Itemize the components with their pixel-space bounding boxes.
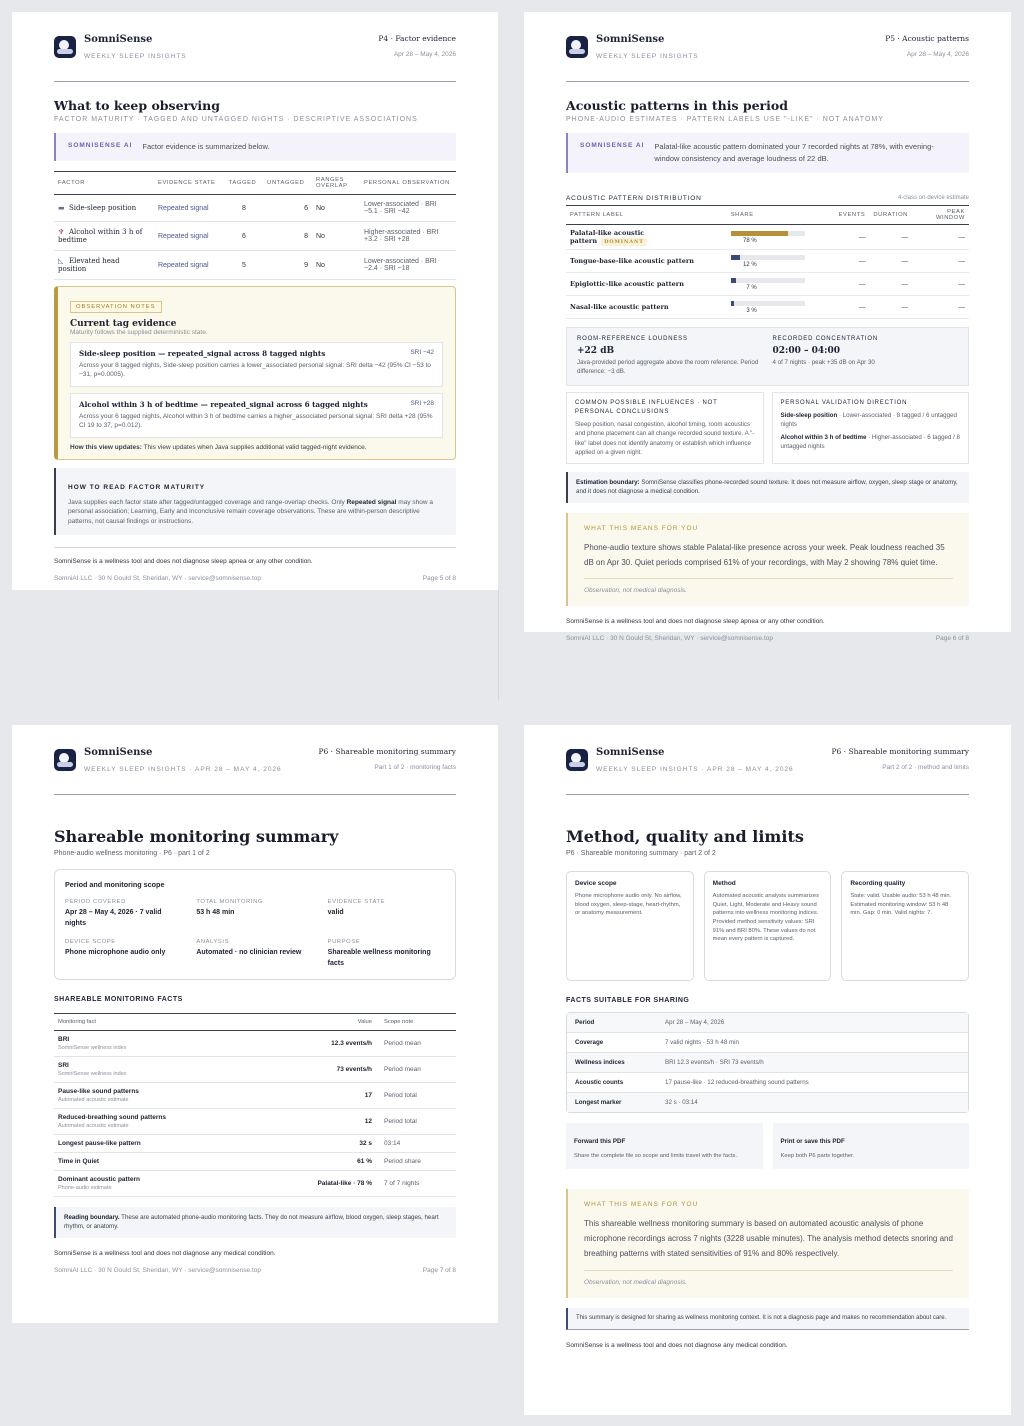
pattern-row (566, 225, 969, 250)
pattern-duration: — (869, 296, 912, 319)
meaning-title: WHAT THIS MEANS FOR YOU (584, 524, 699, 532)
fact-row (54, 1031, 456, 1057)
evidence-card (70, 342, 443, 387)
share-bar (731, 255, 805, 260)
ai-tag: SOMNISENSE AI (580, 142, 645, 149)
page-range: Part 1 of 2 · monitoring facts (374, 764, 456, 771)
scope-note: 7 of 7 nights (376, 1171, 456, 1197)
pattern-events: — (835, 225, 870, 250)
boundary-text: These are automated phone-audio monitoring facts. They do not measure airflow, blood oxygen, sleep stages, heart rhythm, or anatomy. (64, 1214, 439, 1231)
what-this-means (566, 513, 969, 606)
report-page-7 (12, 725, 498, 1323)
fact-value: 32 s · 03:14 (665, 1099, 698, 1106)
forward-pdf-card (566, 1123, 763, 1169)
evidence-text: Across your 8 tagged nights, Side-sleep position carries a lower_associated personal signal: SRI delta −42 (95% CI −53 to −31, p=0.0005). (79, 362, 431, 379)
share-bar (731, 278, 805, 283)
pattern-events: — (835, 273, 870, 296)
overlap-value: No (312, 195, 360, 222)
validation-factor: Alcohol within 3 h of bedtime (780, 433, 867, 441)
share-bar-fill (731, 278, 736, 283)
page-title: Shareable monitoring summary (54, 827, 339, 846)
brand-name: SomniSense (596, 34, 665, 45)
fact-value: 12.3 events/h (263, 1031, 376, 1057)
card-text: Automated acoustic analysis summarizes Quiet, Light, Moderate and Heavy sound patterns into wellness monitoring indices. Provided method sensitivity values: SRI 91% and BRI 80%. These values do not mean every pattern is captured. (712, 893, 819, 943)
pattern-row (566, 273, 969, 296)
sri-value: SRI −42 (410, 349, 434, 356)
fact-name: Reduced-breathing sound patterns (58, 1114, 166, 1121)
page-subtitle: P6 · Shareable monitoring summary · part 2 of 2 (566, 850, 716, 857)
page-header (566, 34, 969, 82)
fact-value: 12 (263, 1109, 376, 1135)
page-section: P5 · Acoustic patterns (885, 34, 969, 43)
factor-name: Alcohol within 3 h of bedtime (58, 228, 143, 244)
scope-key: PURPOSE (327, 939, 361, 945)
scope-value: Phone microphone audio only (65, 949, 166, 956)
page-section: P6 · Shareable monitoring summary (831, 747, 969, 756)
scope-key: EVIDENCE STATE (327, 899, 386, 905)
print-text: Keep both P6 parts together. (780, 1153, 855, 1159)
evidence-title: Side-sleep position — repeated_signal across 8 tagged nights (79, 349, 326, 358)
reading-boundary (54, 1207, 456, 1238)
fact-key: Wellness indices (575, 1059, 625, 1066)
meaning-text: This shareable wellness monitoring summary is based on automated acoustic analysis of phone microphone recordings across 7 nights (3228 usable minutes). The analysis method detects snoring and breathing patterns with stated sensitivities of 91% and 80% respectively. (584, 1219, 953, 1259)
fact-row (54, 1057, 456, 1083)
disclaimer: SomniSense is a wellness tool and does not diagnose any medical condition. (54, 1249, 276, 1257)
notes-subtitle: Maturity follows the supplied deterministic state. (70, 329, 208, 336)
fact-value: 73 events/h (263, 1057, 376, 1083)
concentration-note: 4 of 7 nights · peak +35 dB on Apr 30 (772, 359, 875, 366)
fact-row (567, 1013, 968, 1033)
how-text-b: Repeated signal (346, 498, 397, 506)
page-range: Apr 28 – May 4, 2026 (906, 51, 969, 58)
dominant-badge: DOMINANT (601, 238, 647, 246)
table-row (54, 222, 456, 251)
scope-title: Period and monitoring scope (65, 880, 165, 889)
pattern-label: Palatal-like acoustic pattern (570, 229, 645, 245)
col-overlap: RANGES OVERLAP (312, 172, 360, 195)
pattern-label: Tongue-base-like acoustic pattern (570, 257, 694, 265)
col-untagged: UNTAGGED (263, 172, 312, 195)
facts-label: FACTS SUITABLE FOR SHARING (566, 997, 690, 1004)
company-address: SomniAI LLC · 30 N Gould St, Sheridan, WY · service@somnisense.top (566, 635, 773, 643)
scope-key: PERIOD COVERED (65, 899, 126, 905)
fact-row (567, 1093, 968, 1112)
share-bar (731, 231, 805, 236)
page-title: Acoustic patterns in this period (566, 98, 788, 113)
distribution-note: 4-class on-device estimate (897, 195, 969, 201)
card-title: Device scope (575, 880, 617, 887)
share-bar-fill (731, 301, 734, 306)
update-note (70, 444, 443, 451)
col-scope: Scope note (376, 1014, 456, 1031)
tagged-count: 8 (225, 195, 263, 222)
brand-tagline: WEEKLY SLEEP INSIGHTS · APR 28 – MAY 4, 2026 (84, 766, 282, 773)
brand-tagline: WEEKLY SLEEP INSIGHTS · APR 28 – MAY 4, 2026 (596, 766, 794, 773)
concentration-value: 02:00 – 04:00 (772, 346, 841, 356)
update-label: How this view updates: (70, 443, 142, 451)
ai-tag: SOMNISENSE AI (68, 142, 133, 149)
scope-value: Shareable wellness monitoring facts (327, 949, 431, 967)
page-number: Page 5 of 8 (422, 574, 456, 582)
page-title: Method, quality and limits (566, 827, 804, 846)
recording-quality-card (841, 871, 969, 981)
col-share: SHARE (727, 206, 835, 225)
pattern-table (566, 206, 969, 319)
factor-name: Elevated head position (58, 257, 120, 273)
pattern-duration: — (869, 250, 912, 273)
meaning-footnote: Observation, not medical diagnosis. (584, 1270, 953, 1286)
scope-value: 53 h 48 min (196, 909, 235, 916)
fact-value: Palatal-like · 78 % (263, 1171, 376, 1197)
col-value: Value (263, 1014, 376, 1031)
ai-text: Palatal-like acoustic pattern dominated your 7 recorded nights at 78%, with evening-window consistency and average loudness of 22 dB. (654, 142, 934, 163)
col-tagged: TAGGED (225, 172, 263, 195)
brand-name: SomniSense (596, 747, 665, 758)
scope-note: Period mean (376, 1031, 456, 1057)
fact-name: Pause-like sound patterns (58, 1088, 139, 1095)
forward-title: Forward this PDF (574, 1138, 626, 1145)
fact-value: 17 (263, 1083, 376, 1109)
page-subtitle: PHONE-AUDIO ESTIMATES · PATTERN LABELS USE "-LIKE" · NOT ANATOMY (566, 116, 884, 123)
untagged-count: 6 (263, 195, 312, 222)
fact-key: Acoustic counts (575, 1079, 624, 1086)
incline-icon: ◺ (58, 257, 64, 265)
share-bar-fill (731, 231, 789, 236)
boundary-label: Reading boundary. (64, 1214, 120, 1221)
fact-value: Apr 28 – May 4, 2026 (665, 1019, 725, 1026)
ai-text: Factor evidence is summarized below. (142, 142, 270, 151)
share-actions (566, 1123, 969, 1169)
estimation-text: SomniSense classifies phone-recorded sound texture. It does not measure airflow, oxygen, sleep stage or anatomy, and it does not diagnose a medical condition. (576, 479, 958, 496)
scope-card (54, 869, 456, 980)
validation-detail: · Higher-associated · 6 tagged / 8 untagged nights (780, 433, 960, 450)
update-text: This view updates when Java supplies additional valid tagged-night evidence. (141, 443, 367, 451)
influences-title: COMMON POSSIBLE INFLUENCES · NOT PERSONAL CONCLUSIONS (575, 399, 718, 415)
pattern-peak: — (912, 250, 969, 273)
col-events: EVENTS (835, 206, 870, 225)
meaning-title: WHAT THIS MEANS FOR YOU (584, 1201, 699, 1208)
meaning-text: Phone-audio texture shows stable Palatal-like presence across your week. Peak loudness reached 35 dB on Apr 30. Quiet periods comprised 61% of your recordings, with May 2 showing 78% quiet time. (584, 542, 945, 567)
pattern-row (566, 250, 969, 273)
somnisense-logo (566, 749, 588, 771)
evidence-title: Alcohol within 3 h of bedtime — repeated_signal across 6 tagged nights (79, 399, 368, 409)
col-duration: DURATION (869, 206, 912, 225)
page-header (54, 747, 456, 795)
scope-key: DEVICE SCOPE (65, 939, 116, 945)
page-range: Apr 28 – May 4, 2026 (393, 51, 456, 58)
evidence-state: Repeated signal (154, 251, 225, 280)
overlap-value: No (312, 251, 360, 280)
fact-key: Coverage (575, 1039, 604, 1046)
company-address: SomniAI LLC · 30 N Gould St, Sheridan, WY · service@somnisense.top (54, 574, 261, 582)
pattern-label: Nasal-like acoustic pattern (570, 303, 669, 311)
pattern-peak: — (912, 225, 969, 250)
sharing-note: This summary is designed for sharing as wellness monitoring context. It is not a diagnosis page and makes no recommendation about care. (566, 1308, 969, 1330)
fact-row (54, 1135, 456, 1153)
print-title: Print or save this PDF (780, 1138, 845, 1145)
scope-note: Period total (376, 1109, 456, 1135)
page-footer (566, 635, 969, 642)
fact-key: Longest marker (575, 1099, 622, 1106)
brand-tagline: WEEKLY SLEEP INSIGHTS (84, 53, 187, 60)
concentration-label: RECORDED CONCENTRATION (772, 336, 878, 342)
evidence-text: Across your 6 tagged nights, Alcohol within 3 h of bedtime carries a higher_associated personal signal: SRI delta +28 (95% CI 19 to 37, p=0.012). (79, 412, 433, 430)
table-row (54, 195, 456, 222)
sri-value: SRI +28 (410, 399, 434, 407)
validation-card (772, 392, 970, 464)
fact-name: Time in Quiet (58, 1158, 100, 1165)
notes-pill: OBSERVATION NOTES (70, 301, 162, 313)
how-text (68, 498, 444, 527)
page-subtitle: Phone-audio wellness monitoring · P6 · part 1 of 2 (54, 850, 210, 857)
personal-observation: Lower-associated · BRI −2.4 · SRI −18 (360, 251, 456, 280)
factor-table (54, 171, 456, 280)
device-scope-card (566, 871, 694, 981)
how-text-c: may show a personal association; Learning, Early and Inconclusive remain coverage observations. These are within-person descriptive patterns, not causal findings or instructions. (68, 498, 433, 526)
pattern-row (566, 296, 969, 319)
estimation-label: Estimation boundary: (576, 479, 640, 487)
company-address: SomniAI LLC · 30 N Gould St, Sheridan, WY · service@somnisense.top (54, 1266, 261, 1274)
fact-value: 7 valid nights · 53 h 48 min (665, 1039, 739, 1046)
page-range: Part 2 of 2 · method and limits (882, 764, 969, 771)
loudness-value: +22 dB (577, 346, 615, 356)
what-this-means (566, 1189, 969, 1298)
pattern-peak: — (912, 273, 969, 296)
page-header (566, 747, 969, 795)
fact-name: SRI (58, 1062, 69, 1069)
brand-name: SomniSense (84, 747, 153, 758)
fact-value: BRI 12.3 events/h · SRI 73 events/h (665, 1059, 764, 1066)
loudness-label: ROOM-REFERENCE LOUDNESS (577, 336, 688, 342)
personal-observation: Lower-associated · BRI −5.1 · SRI −42 (360, 195, 456, 222)
loudness-note: Java-provided period aggregate above the room reference. Period difference: −3 dB. (577, 359, 759, 375)
page-header (54, 34, 456, 82)
card-title: Recording quality (850, 880, 906, 887)
observation-notes (54, 286, 456, 460)
evidence-card (70, 393, 443, 438)
scope-note: 03:14 (376, 1135, 456, 1153)
pattern-duration: — (869, 225, 912, 250)
fact-value: 61 % (263, 1153, 376, 1171)
influences-text: Sleep position, nasal congestion, alcohol timing, room acoustics and phone placement can all change recorded sound texture. A "-like" label does not identify anatomy or establish which influence applied on a given night. (575, 420, 755, 456)
how-to-read (54, 468, 456, 535)
fact-row (567, 1073, 968, 1093)
report-page-8 (524, 725, 1011, 1415)
evidence-state: Repeated signal (154, 195, 225, 222)
overlap-value: No (312, 222, 360, 251)
bed-icon: ▬ (58, 204, 65, 212)
personal-observation: Higher-associated · BRI +3.2 · SRI +28 (360, 222, 456, 251)
fact-row (54, 1153, 456, 1171)
validation-item (781, 411, 961, 430)
pattern-events: — (835, 250, 870, 273)
card-text: Phone microphone audio only. No airflow, blood oxygen, sleep-stage, heart-rhythm, or anatomy measurement. (575, 893, 682, 917)
pattern-label: Epiglottic-like acoustic pattern (570, 280, 684, 288)
notes-title: Current tag evidence (70, 319, 177, 329)
share-bar-fill (731, 255, 740, 260)
page-number: Page 7 of 8 (422, 1266, 456, 1274)
col-pattern: PATTERN LABEL (566, 206, 727, 225)
somnisense-logo (566, 36, 588, 58)
influence-panels (566, 392, 969, 464)
scope-value: Apr 28 – May 4, 2026 · 7 valid nights (65, 909, 162, 927)
scope-note: Period share (376, 1153, 456, 1171)
method-cards (566, 871, 969, 981)
share-value: 7 % (746, 285, 757, 291)
wine-icon: ♆ (58, 228, 65, 236)
fact-source: Phone-audio estimate (58, 1185, 112, 1191)
page-number: Page 6 of 8 (935, 635, 969, 643)
untagged-count: 8 (263, 222, 312, 251)
how-text-a: Java supplies each factor state after tagged/untagged coverage and range-overlap checks. Only (68, 498, 347, 506)
evidence-state: Repeated signal (154, 222, 225, 251)
page-divider (498, 590, 499, 700)
scope-value: valid (327, 909, 344, 916)
card-text: State: valid. Usable audio: 53 h 48 min. Estimated monitoring window: 53 h 48 min. Gap: 0 min. Valid nights: 7. (850, 893, 952, 917)
fact-source: SomniSense wellness index (58, 1071, 127, 1077)
tagged-count: 5 (225, 251, 263, 280)
disclaimer: SomniSense is a wellness tool and does not diagnose sleep apnea or any other condition. (566, 618, 825, 626)
col-observation: PERSONAL OBSERVATION (360, 172, 456, 195)
meaning-footnote: Observation, not medical diagnosis. (584, 578, 953, 594)
scope-note: Period mean (376, 1057, 456, 1083)
scope-key: ANALYSIS (196, 939, 230, 945)
untagged-count: 9 (263, 251, 312, 280)
method-card (704, 871, 832, 981)
scope-note: Period total (376, 1083, 456, 1109)
brand-name: SomniSense (84, 34, 153, 45)
pattern-events: — (835, 296, 870, 319)
sharing-facts (566, 1012, 969, 1113)
print-pdf-card (773, 1123, 970, 1169)
loudness-panel (566, 327, 969, 386)
tagged-count: 6 (225, 222, 263, 251)
pattern-duration: — (869, 273, 912, 296)
fact-value: 17 pause-like · 12 reduced-breathing sound patterns (665, 1079, 809, 1086)
how-title: HOW TO READ FACTOR MATURITY (68, 483, 206, 491)
page-section: P6 · Shareable monitoring summary (318, 747, 456, 756)
fact-source: Automated acoustic estimate (58, 1123, 129, 1129)
ai-summary (54, 133, 456, 161)
validation-factor: Side-sleep position (780, 411, 838, 419)
table-row (54, 251, 456, 280)
share-value: 12 % (743, 262, 757, 268)
page-footer (54, 1267, 456, 1274)
fact-name: Dominant acoustic pattern (58, 1176, 140, 1183)
fact-row (54, 1083, 456, 1109)
fact-row (54, 1109, 456, 1135)
estimation-boundary (566, 472, 969, 503)
share-bar (731, 301, 805, 306)
fact-row (567, 1053, 968, 1073)
forward-text: Share the complete file so scope and limits travel with the facts. (574, 1153, 738, 1159)
fact-value: 32 s (263, 1135, 376, 1153)
scope-value: Automated · no clinician review (196, 949, 302, 956)
report-page-5 (12, 12, 498, 590)
col-peak: PEAK WINDOW (912, 206, 969, 225)
ai-summary (566, 133, 969, 173)
disclaimer: SomniSense is a wellness tool and does not diagnose any medical condition. (566, 1341, 788, 1349)
fact-row (567, 1033, 968, 1053)
scope-key: TOTAL MONITORING (196, 899, 264, 905)
distribution-title: ACOUSTIC PATTERN DISTRIBUTION (566, 195, 702, 202)
distribution-label (566, 195, 969, 206)
pattern-peak: — (912, 296, 969, 319)
col-evidence: EVIDENCE STATE (154, 172, 225, 195)
validation-item (781, 433, 961, 452)
share-value: 78 % (743, 238, 757, 244)
page-title: What to keep observing (54, 98, 220, 113)
fact-name: Longest pause-like pattern (58, 1140, 141, 1147)
page-footer (54, 575, 456, 582)
facts-label: SHAREABLE MONITORING FACTS (54, 996, 183, 1003)
fact-row (54, 1171, 456, 1197)
share-value: 3 % (746, 308, 757, 314)
col-fact: Monitoring fact (54, 1014, 263, 1031)
brand-tagline: WEEKLY SLEEP INSIGHTS (596, 53, 699, 60)
fact-source: SomniSense wellness index (58, 1045, 127, 1051)
somnisense-logo (54, 36, 76, 58)
fact-key: Period (575, 1019, 595, 1026)
card-title: Method (712, 880, 736, 887)
col-factor: FACTOR (54, 172, 154, 195)
report-page-6 (524, 12, 1011, 643)
fact-name: BRI (58, 1036, 70, 1043)
validation-detail: · Lower-associated · 8 tagged / 6 untagged nights (780, 411, 957, 429)
fact-source: Automated acoustic estimate (58, 1097, 129, 1103)
page-section: P4 · Factor evidence (378, 34, 456, 43)
somnisense-logo (54, 749, 76, 771)
validation-title: PERSONAL VALIDATION DIRECTION (780, 399, 908, 406)
disclaimer: SomniSense is a wellness tool and does not diagnose sleep apnea or any other condition. (54, 547, 456, 565)
influences-card (566, 392, 764, 464)
facts-table (54, 1013, 456, 1197)
page-subtitle: FACTOR MATURITY · TAGGED AND UNTAGGED NIGHTS · DESCRIPTIVE ASSOCIATIONS (54, 116, 418, 123)
factor-name: Side-sleep position (69, 204, 137, 212)
